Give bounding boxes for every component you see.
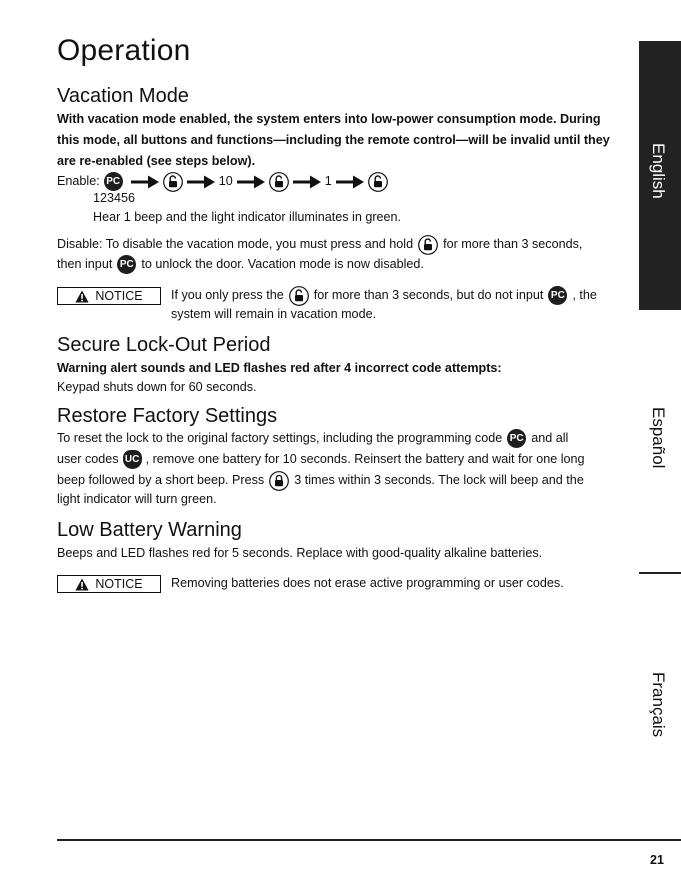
- lockout-heading: Secure Lock-Out Period: [57, 334, 271, 356]
- language-tab-english[interactable]: [639, 41, 681, 310]
- page-title: Operation: [57, 34, 191, 67]
- disable-text-a: Disable: To disable the vacation mode, you must press and hold: [57, 237, 414, 251]
- vacation-mode-heading: Vacation Mode: [57, 85, 189, 107]
- notice-label: NOTICE: [95, 289, 143, 303]
- code-example: 123456: [93, 191, 136, 205]
- tab-divider: [639, 572, 681, 574]
- battery-text: Beeps and LED flashes red for 5 seconds. Replace with good-quality alkaline batteries.: [57, 546, 543, 560]
- lockout-text: Keypad shuts down for 60 seconds.: [57, 380, 257, 394]
- pc-button-icon: PC: [548, 286, 567, 305]
- vacation-intro-line3: are re-enabled (see steps below).: [57, 154, 256, 168]
- unlock-button-icon: [368, 172, 388, 192]
- restore-text-c: user codes: [57, 452, 119, 466]
- battery-heading: Low Battery Warning: [57, 519, 242, 541]
- language-tab-espanol[interactable]: [639, 403, 681, 483]
- language-label-espanol: Español: [649, 407, 668, 469]
- restore-line2: [57, 449, 585, 470]
- lock-button-icon: [269, 471, 289, 491]
- restore-text-e: beep followed by a short beep. Press: [57, 473, 265, 487]
- language-label-francais: Français: [649, 672, 668, 738]
- arrow-right-icon: [293, 175, 321, 189]
- unlock-button-icon: [269, 172, 289, 192]
- restore-text-a: To reset the lock to the original factory settings, including the programming code: [57, 431, 503, 445]
- enable-note: Hear 1 beep and the light indicator illuminates in green.: [93, 210, 402, 224]
- arrow-right-icon: [336, 175, 364, 189]
- step-ten: 10: [218, 174, 233, 188]
- restore-line3: [57, 470, 584, 491]
- notice-text-c: , the: [572, 288, 597, 302]
- arrow-right-icon: [131, 175, 159, 189]
- language-label-english: English: [649, 143, 668, 199]
- notice-badge: [57, 287, 161, 305]
- notice-text-a: If you only press the: [171, 288, 284, 302]
- enable-label: Enable:: [57, 174, 100, 188]
- page-number: 21: [650, 853, 664, 867]
- restore-text-f: 3 times within 3 seconds. The lock will beep and the: [294, 473, 584, 487]
- vacation-intro-line2: this mode, all buttons and functions—including the remote control—will be invalid until they: [57, 133, 610, 147]
- lockout-warning: Warning alert sounds and LED flashes red after 4 incorrect code attempts:: [57, 361, 502, 375]
- restore-heading: Restore Factory Settings: [57, 405, 278, 427]
- disable-text-b: for more than 3 seconds,: [443, 237, 583, 251]
- warning-icon: [75, 578, 89, 591]
- notice-label: NOTICE: [95, 577, 143, 591]
- restore-line4: light indicator will turn green.: [57, 492, 217, 506]
- disable-text-d: to unlock the door. Vacation mode is now disabled.: [141, 257, 424, 271]
- warning-icon: [75, 290, 89, 303]
- arrow-right-icon: [237, 175, 265, 189]
- notice-line1: [171, 285, 597, 306]
- step-one: 1: [324, 174, 332, 188]
- pc-button-icon: PC: [507, 429, 526, 448]
- unlock-button-icon: [289, 286, 309, 306]
- unlock-button-icon: [163, 172, 183, 192]
- restore-text-d: , remove one battery for 10 seconds. Reinsert the battery and wait for one long: [145, 452, 585, 466]
- restore-line1: [57, 428, 568, 449]
- notice-badge: [57, 575, 161, 593]
- restore-text-b: and all: [531, 431, 569, 445]
- pc-button-icon: PC: [104, 172, 123, 191]
- battery-notice-text: Removing batteries does not erase active programming or user codes.: [171, 576, 564, 590]
- notice-line2: system will remain in vacation mode.: [171, 307, 377, 321]
- uc-button-icon: UC: [123, 450, 142, 469]
- language-tab-francais[interactable]: [639, 668, 681, 748]
- unlock-button-icon: [418, 235, 438, 255]
- arrow-right-icon: [187, 175, 215, 189]
- pc-button-icon: PC: [117, 255, 136, 274]
- notice-text-b: for more than 3 seconds, but do not input: [313, 288, 544, 302]
- disable-line1: [57, 234, 582, 255]
- disable-text-c: then input: [57, 257, 113, 271]
- disable-line2: [57, 254, 424, 275]
- vacation-intro-line1: With vacation mode enabled, the system enters into low-power consumption mode. During: [57, 112, 601, 126]
- footer-rule: [57, 839, 681, 841]
